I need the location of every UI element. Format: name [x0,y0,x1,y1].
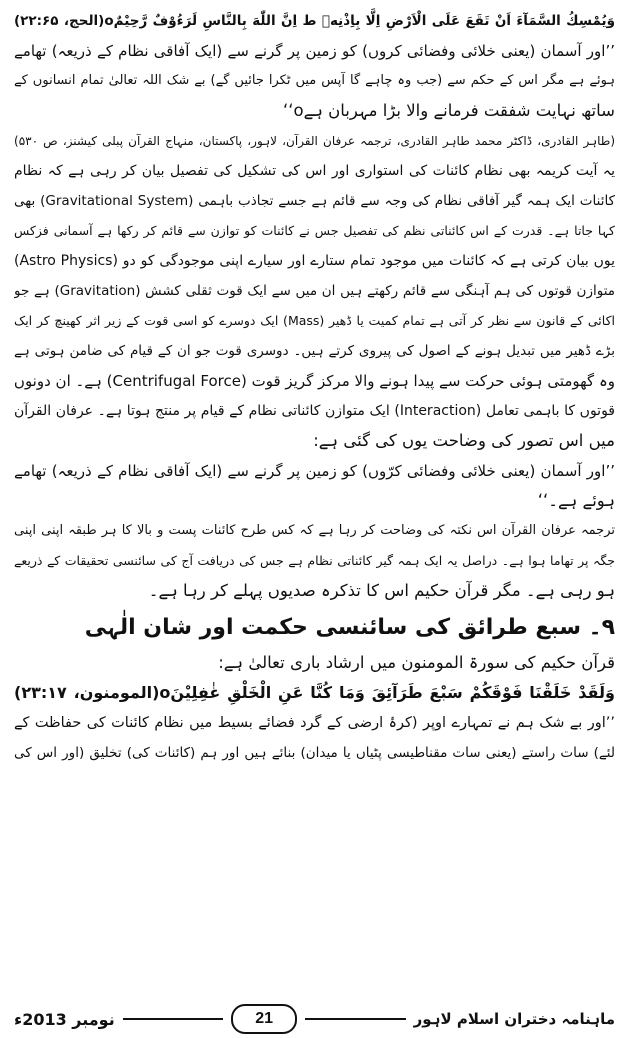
text-line: (Astro Physics) یوں بیان کرتی ہے کہ کائنات میں موجود تمام ستارے اور سیارے اپنی موجودگی کو دو [14,253,615,269]
issue-date: نومبر 2013ء [14,1009,115,1029]
section-heading: ۹۔ سبع طرائق کی سائنسی حکمت اور شان الٰہی [84,615,615,640]
text-line: کہا جاتا ہے۔ قدرت کے اس کائناتی نظم کی تفصیل جس نے کائنات کو توازن سے قائم کر رکھا ہے آسمانی فزکس [14,223,615,238]
text-line: ترجمہ عرفان القرآن اس نکتہ کی وضاحت کر رہا ہے کہ کس طرح کائنات پست و بالا کا ہر طبقہ اپنی اپنی [14,523,615,538]
text-line: وہ گھومتی ہوئی حرکت سے پیدا ہونے والا مرکز گریز قوت (Centrifugal Force) ہے۔ ان دونوں [14,372,615,390]
text-line: ساتھ نہایت شفقت فرمانے والا بڑا مہربان ہےo‘‘ [282,101,615,120]
footer-rule-left [123,1018,223,1020]
magazine-name: ماہنامہ دختران اسلام لاہور [413,1010,616,1028]
quran-verse: وَلَقَدْ خَلَقْنَا فَوْقَكُمْ سَبْعَ طَرَآئِقَ وَمَا كُنَّا عَنِ الْخَلْقِ غٰفِلِيْنَo(المومنون، ۲۳:۱۷) [14,683,615,702]
text-line: ہوئے ہے مگر اس کے حکم سے (جب وہ چاہے گا آپس میں ٹکرا جائیں گے) بے شک اللہ تعالیٰ تمام انسانوں کے [14,73,615,88]
text-line: ’’اور آسمان (یعنی خلائی وفضائی کروں) کو زمین پر گرنے سے (ایک آفاقی نظام کے ذریعہ) تھامے [14,42,615,60]
page-footer [14,1004,615,1034]
text-line: کائنات ایک ہمہ گیر آفاقی نظام کی وجہ سے قائم ہے جسے تجاذب باہمی (Gravitational System) بھی [14,193,615,209]
text-line: جگہ پر تھاما ہوا ہے۔ دراصل یہ ایک ہمہ گیر کائناتی نظام ہے جس کی دریافت آج کی سائنسی تحقیقات کے ذریعے [14,553,615,568]
text-line: قوتوں کا باہمی تعامل (Interaction) ایک متوازن کائناتی نظام کے قیام پر منتج ہوتا ہے۔ عرفان القرآن [14,403,615,419]
footer-rule-right [305,1018,405,1020]
text-line: ہوئے ہے۔‘‘ [537,491,615,510]
text-line: میں اس تصور کی وضاحت یوں کی گئی ہے: [313,431,615,450]
body-text-block-2 [14,648,615,768]
text-line: اکائی کے قانون سے نظر کر آتی ہے تمام کمیت یا ڈھیر (Mass) ایک دوسرے کو اسی قوت کے زیر اثر کھینچ کر ایک [14,313,615,328]
body-text-block-1 [14,6,615,606]
text-line: ’’اور آسمان (یعنی خلائی وفضائی کرّوں) کو زمین پر گرنے سے (ایک آفاقی نظام کے ذریعہ) تھامے [14,462,615,480]
text-line: ہو رہی ہے۔ مگر قرآن حکیم اس کا تذکرہ صدیوں پہلے کر رہا ہے۔ [148,581,615,600]
text-line: بڑے ڈھیر میں تبدیل ہونے کے اصول کی پیروی کرتے ہیں۔ دوسری قوت جو ان کے قیام کی ضامن ہوتی ہے [14,343,615,359]
text-line: یہ آیت کریمہ بھی نظام کائنات کی استواری اور اس کی تشکیل کی تفصیل بیان کر رہی ہے کہ نظام [14,163,615,179]
text-line: قرآن حکیم کی سورۃ المومنون میں ارشاد باری تعالیٰ ہے: [218,653,615,672]
quran-verse: وَيُمْسِكُ السَّمَآءَ اَنْ تَقَعَ عَلَى الْاَرْضِ اِلَّا بِاِذْنِهٖ ط اِنَّ اللّٰهَ بِالنَّاسِ لَرَءُوْفٌ رَّحِيْمٌo(الحج، ۲۲:۶۵) [14,13,615,29]
text-line: لئے) سات راستے (یعنی سات مقناطیسی پٹیاں یا میدان) بنائے ہیں اور ہم (کائنات کی) تخلیق (اور اس کی [14,745,615,761]
page-number: 21 [231,1004,297,1034]
text-line: متوازن قوتوں کی ہم آہنگی سے قائم رکھتے ہیں ان میں سے ایک قوت ثقلی کشش (Gravitation) ہے جو [14,283,615,299]
text-line: ’’اور بے شک ہم نے تمہارے اوپر (کرۂ ارضی کے گرد فضائے بسیط میں نظام کائنات کی حفاظت کے [14,715,615,731]
text-line: (طاہر القادری، ڈاکٹر محمد طاہر القادری، ترجمہ عرفان القرآن، لاہور، پاکستان، منہاج القرآن پبلی کیشنز، ص ۵۳۰) [14,134,615,148]
